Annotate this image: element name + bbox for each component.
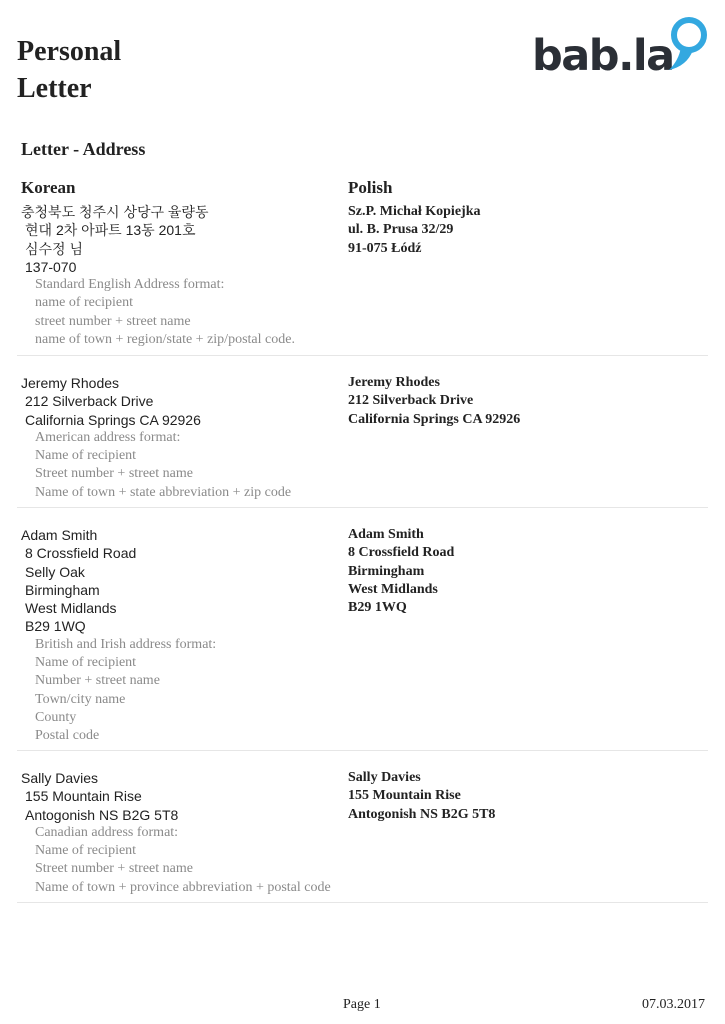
target-line: California Springs CA 92926 — [348, 411, 521, 427]
page-number: Page 1 — [343, 997, 381, 1012]
source-line: California Springs CA 92926 — [25, 411, 201, 428]
source-line: West Midlands — [25, 600, 117, 617]
target-line: 8 Crossfield Road — [348, 545, 455, 561]
note-line: County — [35, 709, 77, 725]
target-line: 212 Silverback Drive — [348, 393, 474, 409]
note-line: Standard English Address format: — [35, 277, 225, 293]
source-address — [21, 769, 331, 897]
address-entry-korean — [17, 203, 708, 356]
note-line: Street number + street name — [35, 466, 193, 482]
source-language-heading: Korean — [21, 178, 76, 197]
target-line: Antogonish NS B2G 5T8 — [348, 806, 496, 822]
target-line: 91-075 Łódź — [348, 240, 422, 256]
note-line: Number + street name — [35, 673, 160, 689]
format-note — [21, 276, 295, 349]
speech-bubble-icon — [667, 16, 711, 78]
note-line: name of recipient — [35, 295, 133, 311]
target-line: ul. B. Prusa 32/29 — [348, 222, 454, 238]
note-line: Name of recipient — [35, 843, 137, 859]
target-line: Sz.P. Michał Kopiejka — [348, 204, 481, 219]
target-address — [348, 374, 520, 429]
note-line: British and Irish address format: — [35, 636, 217, 652]
source-line: Adam Smith — [21, 527, 98, 543]
target-line: Sally Davies — [348, 770, 421, 785]
target-line: B29 1WQ — [348, 600, 407, 616]
source-address — [21, 203, 295, 349]
target-address — [348, 203, 481, 258]
source-line: Sally Davies — [21, 770, 99, 786]
note-line: Street number + street name — [35, 861, 193, 877]
source-line: 현대 2차 아파트 13동 201호 — [25, 222, 196, 239]
note-line: American address format: — [35, 429, 181, 445]
note-line: Name of town + state abbreviation + zip code — [35, 484, 292, 500]
source-line: Selly Oak — [25, 563, 85, 580]
target-line: Jeremy Rhodes — [348, 375, 440, 390]
source-address — [21, 526, 216, 746]
note-line: Town/city name — [35, 691, 126, 707]
note-line: street number + street name — [35, 313, 191, 329]
page-title — [17, 33, 121, 107]
note-line: Canadian address format: — [35, 824, 179, 840]
note-line: Name of recipient — [35, 655, 137, 671]
format-note — [21, 824, 331, 897]
target-address — [348, 769, 495, 824]
title-line-1: Personal — [17, 36, 122, 67]
source-line: Jeremy Rhodes — [21, 375, 120, 391]
note-line: Name of town + province abbreviation + postal code — [35, 879, 331, 895]
target-line: Adam Smith — [348, 527, 424, 542]
format-note — [21, 636, 216, 746]
document-date: 07.03.2017 — [642, 997, 705, 1012]
source-address — [21, 374, 291, 502]
section-title: Letter - Address — [21, 139, 146, 159]
source-line: Antogonish NS B2G 5T8 — [25, 806, 179, 823]
address-entry-canadian — [17, 769, 708, 903]
target-language-heading: Polish — [348, 178, 393, 197]
source-line: 심수정 님 — [25, 240, 83, 257]
source-line: Birmingham — [25, 581, 100, 598]
target-line: 155 Mountain Rise — [348, 788, 461, 804]
source-line: 137-070 — [25, 258, 77, 275]
babla-logo[interactable] — [532, 16, 712, 80]
note-line: Postal code — [35, 728, 100, 744]
note-line: name of town + region/state + zip/postal code. — [35, 332, 295, 348]
source-line: 8 Crossfield Road — [25, 545, 137, 562]
target-line: Birmingham — [348, 563, 425, 579]
address-entry-american — [17, 374, 708, 508]
note-line: Name of recipient — [35, 448, 137, 464]
source-line: 212 Silverback Drive — [25, 393, 154, 410]
target-line: West Midlands — [348, 581, 438, 597]
source-line: 충청북도 청주시 상당구 율량동 — [21, 204, 209, 220]
source-line: 155 Mountain Rise — [25, 788, 142, 805]
address-entry-british — [17, 526, 708, 751]
source-line: B29 1WQ — [25, 618, 86, 635]
logo-text: bab.la — [532, 31, 674, 81]
format-note — [21, 429, 291, 502]
title-line-2: Letter — [17, 73, 92, 104]
target-address — [348, 526, 454, 617]
